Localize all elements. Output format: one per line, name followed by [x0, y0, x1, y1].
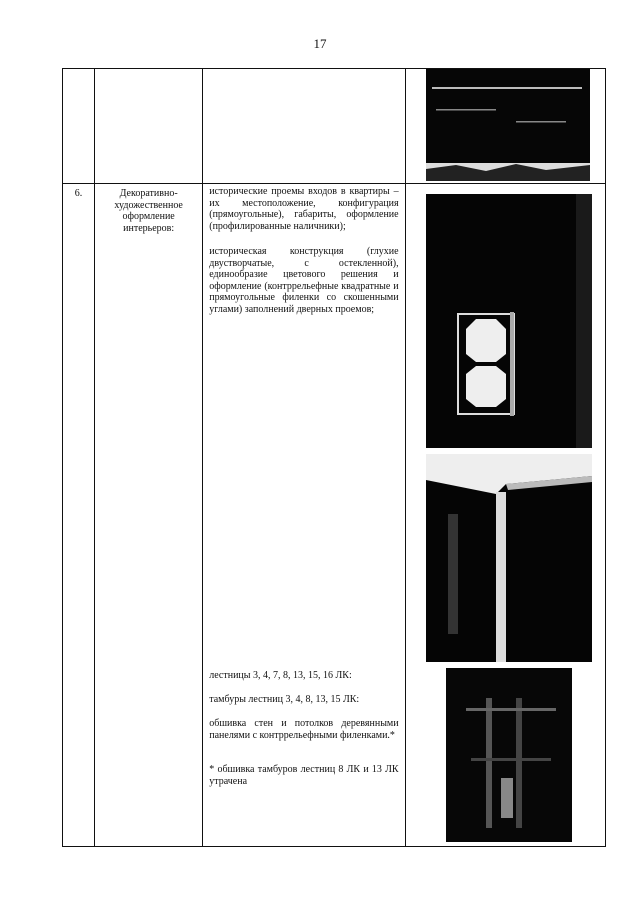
photo-vestibule	[426, 454, 592, 662]
feature-name: Декоративно-художественное оформление интерьеров:	[95, 184, 203, 847]
footnote: * обшивка тамбуров лестниц 8 ЛК и 13 ЛК утрачена	[209, 764, 399, 787]
photo-interior-top	[426, 69, 590, 181]
table-row	[63, 69, 606, 184]
cell-num	[63, 69, 95, 184]
photo-wood-paneling	[446, 668, 572, 842]
vestibules-label: тамбуры лестниц 3, 4, 8, 13, 15 ЛК:	[209, 694, 360, 705]
page-number: 17	[313, 36, 327, 51]
stairs-label: лестницы 3, 4, 7, 8, 13, 15, 16 ЛК:	[209, 670, 352, 681]
cell-photos	[405, 184, 605, 847]
panel-description: обшивка стен и потолков деревянными панелями с контррельефными филенками.*	[209, 718, 399, 741]
desc-door-construction: историческая конструкция (глухие двустворчатые, с остекленной), единообразие цветового решения и оформление (контррельефные квадратные и прямоугольные филенки со скошенными углами) заполнений дверных проемов;	[209, 246, 399, 315]
desc-entrances: исторические проемы входов в квартиры – их местоположение, конфигурация (прямоугольные), габариты, оформление (профилированные наличники);	[209, 186, 399, 232]
table-row	[63, 184, 606, 847]
cell-desc	[203, 184, 405, 847]
cell-feature	[95, 69, 203, 184]
photo-door	[426, 194, 592, 448]
monument-subject-table	[62, 68, 606, 847]
row-number: 6.	[63, 184, 95, 847]
cell-photo	[405, 69, 605, 184]
cell-desc	[203, 69, 405, 184]
